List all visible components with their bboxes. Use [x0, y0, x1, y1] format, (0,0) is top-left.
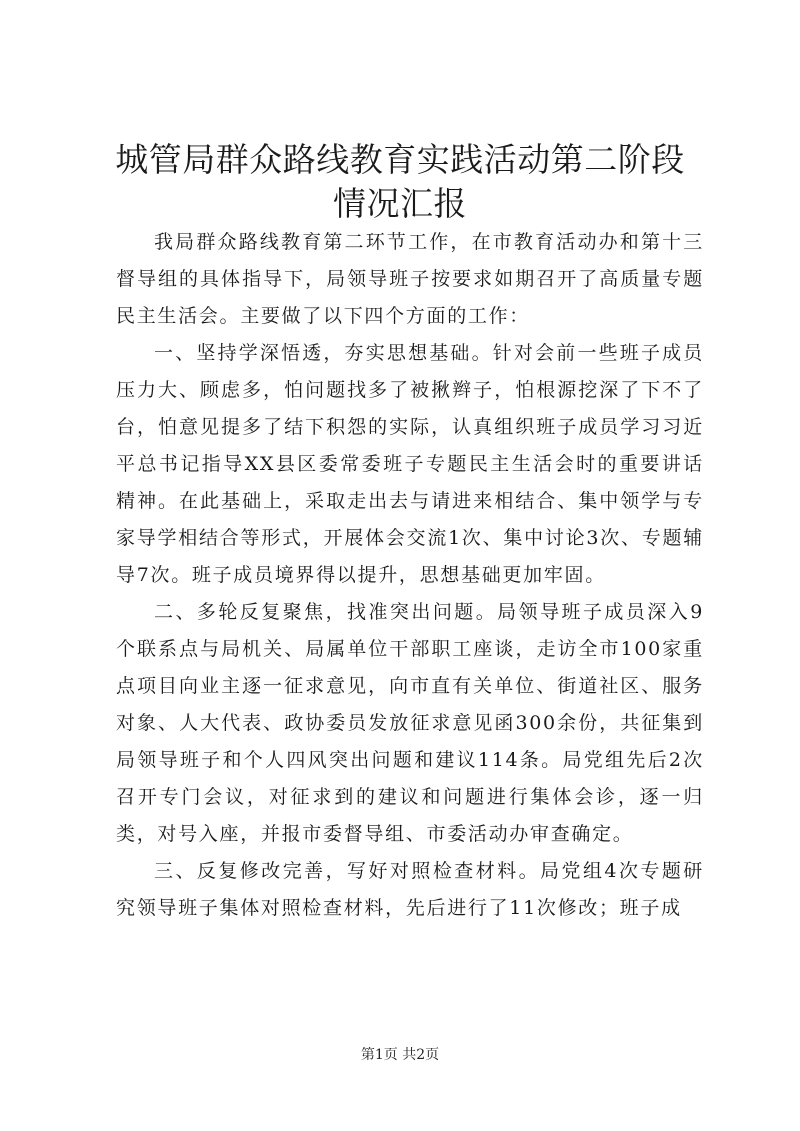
paragraph-section-1: 一、坚持学深悟透，夯实思想基础。针对会前一些班子成员压力大、顾虑多，怕问题找多了被揪辫子，怕根源挖深了下不了台，怕意见提多了结下积怨的实际，认真组织班子成员学习习近平总书记指导XX县区委常委班子专题民主生活会时的重要讲话精神。在此基础上，采取走出去与请进来相结合、集中领学与专家导学相结合等形式，开展体会交流1次、集中讨论3次、专题辅导7次。班子成员境界得以提升，思想基础更加牢固。	[116, 342, 704, 586]
page-footer: 第1页 共2页	[360, 1047, 440, 1063]
document-body	[116, 224, 704, 927]
page-title: 城管局群众路线教育实践活动第二阶段情况汇报	[115, 140, 685, 223]
paragraph-intro: 我局群众路线教育第二环节工作，在市教育活动办和第十三督导组的具体指导下，局领导班子按要求如期召开了高质量专题民主生活会。主要做了以下四个方面的工作：	[116, 231, 704, 327]
paragraph-section-3: 三、反复修改完善，写好对照检查材料。局党组4次专题研究领导班子集体对照检查材料，先后进行了11次修改；班子成	[116, 860, 704, 919]
paragraph-section-2: 二、多轮反复聚焦，找准突出问题。局领导班子成员深入9个联系点与局机关、局属单位干部职工座谈，走访全市100家重点项目向业主逐一征求意见，向市直有关单位、街道社区、服务对象、人大代表、政协委员发放征求意见函300余份，共征集到局领导班子和个人四风突出问题和建议114条。局党组先后2次召开专门会议，对征求到的建议和问题进行集体会诊，逐一归类，对号入座，并报市委督导组、市委活动办审查确定。	[116, 601, 704, 845]
